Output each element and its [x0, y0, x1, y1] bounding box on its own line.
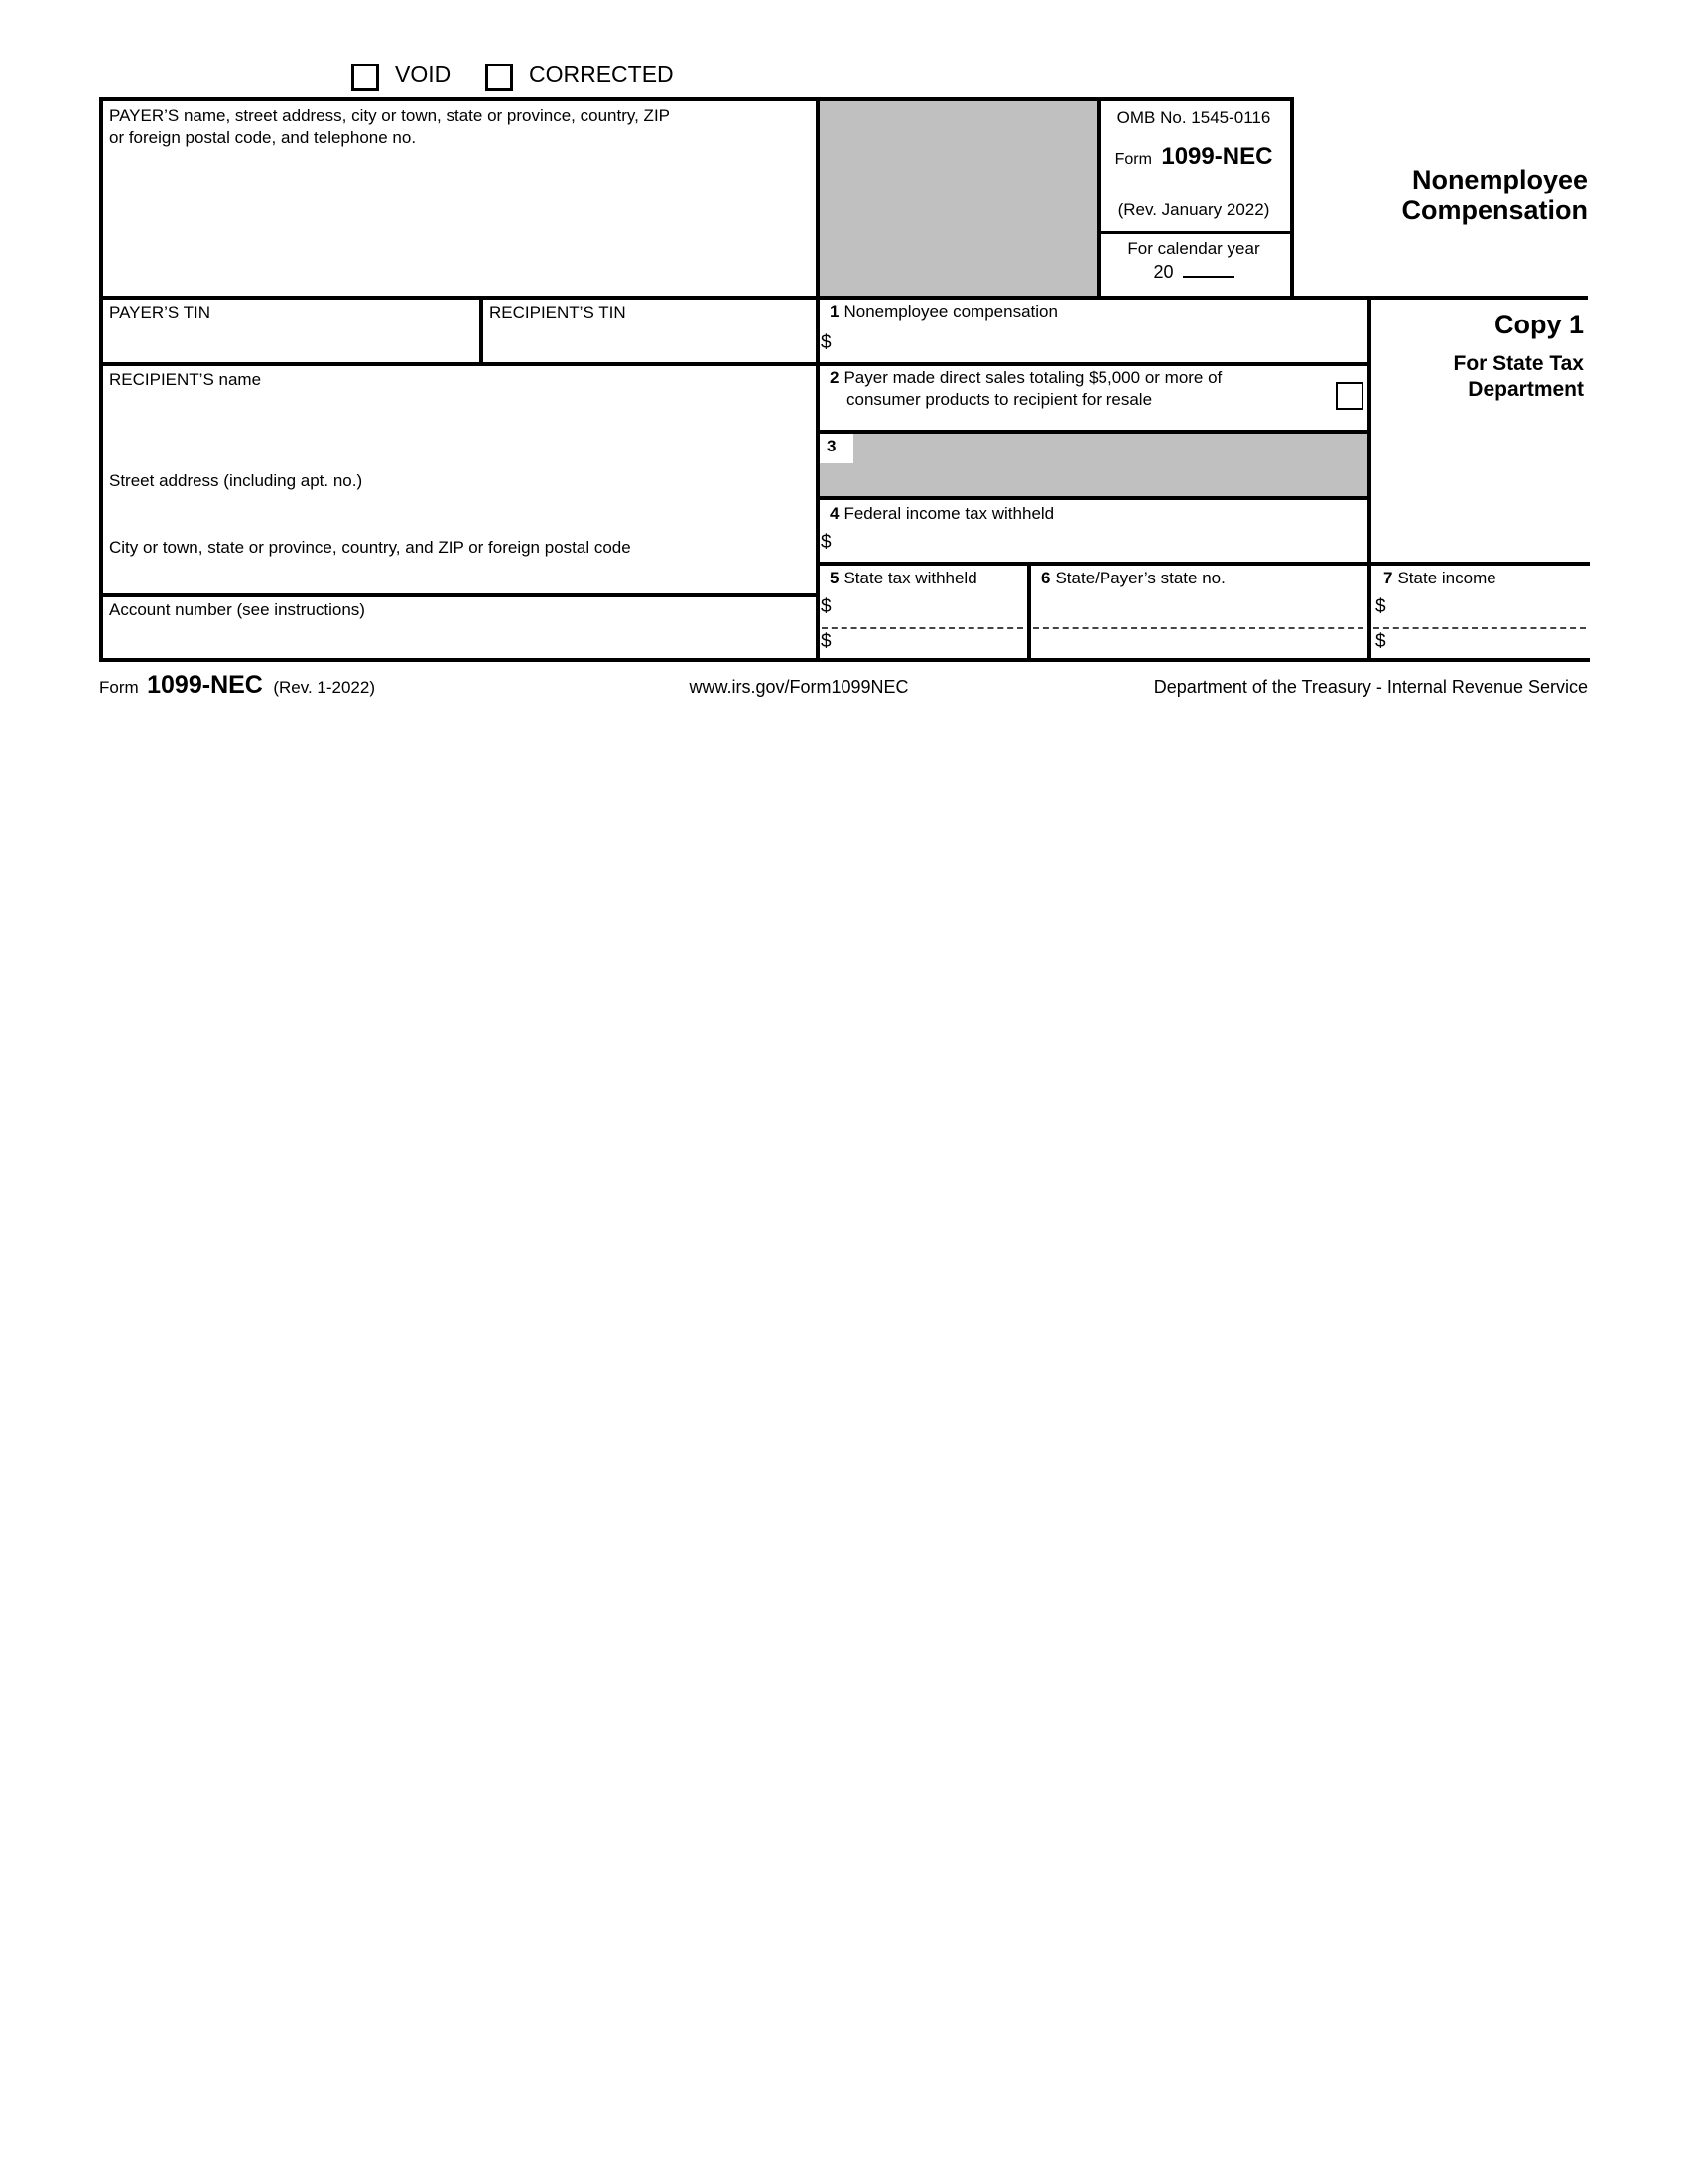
footer-form-revision: (Rev. 1-2022): [273, 678, 375, 697]
shaded-upper-area: [818, 99, 1097, 296]
omb-number: OMB No. 1545-0116: [1116, 108, 1271, 127]
payer-info-label: [109, 105, 670, 149]
form-title-line2: Compensation: [1401, 195, 1588, 225]
payer-info-label-line2: or foreign postal code, and telephone no.: [109, 128, 417, 147]
form-revision: (Rev. January 2022): [1117, 200, 1270, 219]
box7-dollar-bottom: $: [1375, 631, 1386, 652]
street-address-label: Street address (including apt. no.): [109, 471, 363, 490]
box6-label: [1041, 568, 1226, 589]
box7-dashed-line: [1373, 627, 1586, 629]
void-label: VOID: [395, 62, 452, 87]
box6-label-text: State/Payer’s state no.: [1055, 569, 1226, 587]
box7-dollar-top: $: [1375, 596, 1386, 617]
copy-recipient-label: [1389, 351, 1584, 403]
box4-dollar-sign: $: [821, 532, 832, 553]
form-title-line1: Nonemployee: [1411, 165, 1588, 194]
box5-dollar-bottom: $: [821, 631, 832, 652]
border-line-box4-bottom: [816, 562, 1590, 566]
form-title: [1290, 165, 1588, 226]
box2-checkbox[interactable]: [1336, 382, 1363, 410]
footer-form-id: [99, 671, 375, 700]
box7-label: [1383, 568, 1496, 589]
border-line-box5-6-divider: [1027, 562, 1031, 662]
box1-label: [830, 301, 1058, 322]
box6-number: 6: [1041, 569, 1051, 587]
payer-info-label-line1: PAYER’S name, street address, city or town, state or province, country, ZIP: [109, 106, 671, 125]
box2-label-line1: [830, 367, 1222, 389]
box2-label-line2: consumer products to recipient for resale: [846, 390, 1153, 409]
box5-label: [830, 568, 977, 589]
box2-number: 2: [830, 368, 840, 387]
box6-entry-field-bottom[interactable]: [1033, 631, 1363, 656]
box3-number: 3: [827, 437, 837, 455]
box6-entry-field-top[interactable]: [1033, 593, 1363, 625]
box4-label-text: Federal income tax withheld: [844, 504, 1055, 523]
void-checkbox[interactable]: [351, 64, 379, 91]
box7-label-text: State income: [1397, 569, 1496, 587]
calendar-year-prefix: 20: [1153, 262, 1174, 282]
box3-shaded-area: [818, 432, 1369, 496]
copy-recipient-line2: Department: [1468, 378, 1584, 401]
box1-dollar-sign: $: [821, 332, 832, 353]
border-line-tin-divider: [479, 296, 483, 366]
copy-recipient-line1: For State Tax: [1453, 352, 1584, 375]
box5-amount-field-bottom[interactable]: [839, 631, 1023, 656]
form-word: Form: [1114, 151, 1152, 168]
recipient-name-label: RECIPIENT’S name: [109, 370, 262, 389]
border-line-omb-divider: [1097, 231, 1294, 234]
border-line-bottom: [99, 658, 1590, 662]
box5-number: 5: [830, 569, 840, 587]
box7-number: 7: [1383, 569, 1393, 587]
box5-dashed-line: [822, 627, 1023, 629]
box1-number: 1: [830, 302, 840, 321]
box2-label-text1: Payer made direct sales totaling $5,000 or more of: [844, 368, 1223, 387]
box6-dashed-line: [1033, 627, 1363, 629]
box5-label-text: State tax withheld: [844, 569, 977, 587]
form-number: 1099-NEC: [1161, 143, 1273, 170]
footer-department: Department of the Treasury - Internal Revenue Service: [1153, 677, 1588, 697]
box5-dollar-top: $: [821, 596, 832, 617]
border-line-col2: [816, 97, 820, 662]
calendar-year-label: For calendar year: [1127, 239, 1260, 258]
box4-label: [830, 503, 1054, 525]
corrected-label: CORRECTED: [529, 62, 674, 87]
footer-url[interactable]: www.irs.gov/Form1099NEC: [689, 677, 909, 697]
city-state-zip-label: City or town, state or province, country, and ZIP or foreign postal code: [109, 538, 631, 557]
calendar-year-row: [1097, 260, 1291, 283]
box5-amount-field-top[interactable]: [839, 593, 1023, 625]
box1-label-text: Nonemployee compensation: [844, 302, 1058, 321]
box7-amount-field-top[interactable]: [1393, 593, 1586, 625]
border-line-col3: [1367, 296, 1371, 662]
calendar-year-field[interactable]: [1183, 260, 1234, 278]
box7-amount-field-bottom[interactable]: [1393, 631, 1586, 656]
form-number-block: [1097, 143, 1291, 171]
footer-form-number: 1099-NEC: [147, 671, 263, 699]
corrected-checkbox[interactable]: [485, 64, 513, 91]
account-number-label: Account number (see instructions): [109, 600, 365, 619]
recipient-tin-label: RECIPIENT’S TIN: [489, 303, 626, 321]
border-line-box2-bottom: [816, 430, 1371, 434]
copy-label: Copy 1: [1493, 310, 1584, 339]
box3-number-corner: [820, 434, 853, 463]
box4-number: 4: [830, 504, 840, 523]
payer-tin-label: PAYER’S TIN: [109, 303, 211, 321]
footer-form-word: Form: [99, 678, 139, 697]
